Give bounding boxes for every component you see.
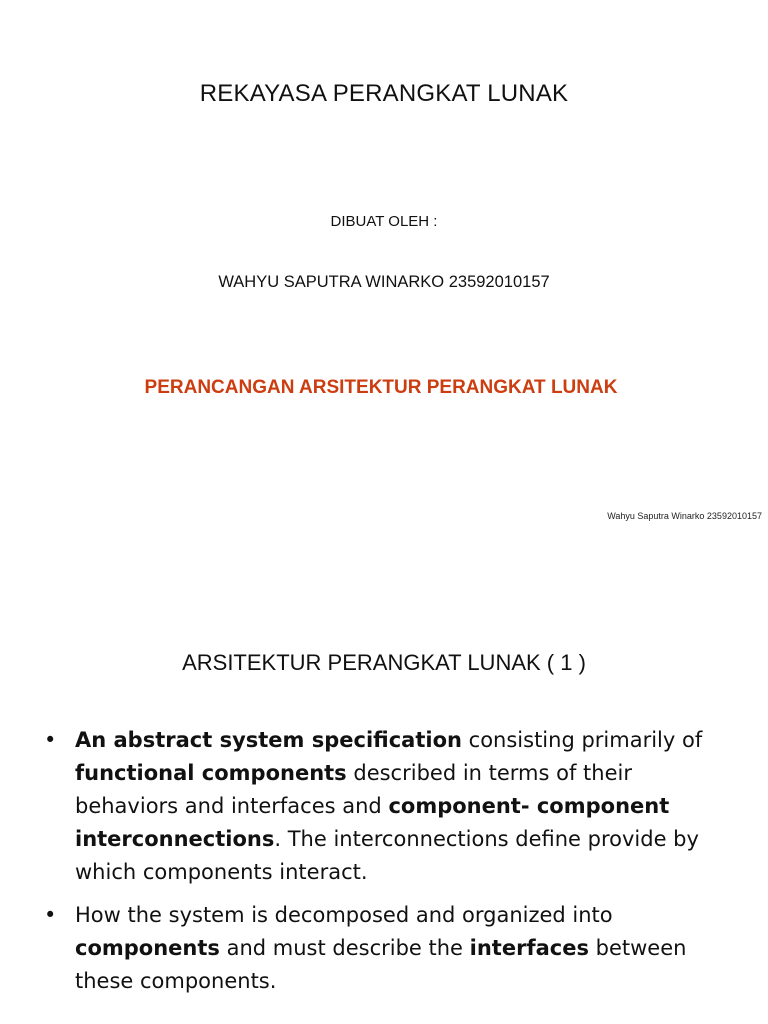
body-text: between these components. xyxy=(75,936,687,993)
bullet-icon: • xyxy=(44,728,57,752)
body-text: consisting primarily of xyxy=(461,728,703,752)
presentation-title: REKAYASA PERANGKAT LUNAK xyxy=(199,80,569,107)
bold-text: functional components xyxy=(75,761,347,785)
presentation-subtitle: PERANCANGAN ARSITEKTUR PERANGKAT LUNAK xyxy=(144,377,618,398)
bullet-item xyxy=(44,724,720,889)
bold-text: components xyxy=(75,936,220,960)
bullet-item xyxy=(44,899,720,998)
made-by-label: DIBUAT OLEH : xyxy=(330,213,438,230)
bold-text: An abstract system specification xyxy=(75,728,462,752)
author-line: WAHYU SAPUTRA WINARKO 23592010157 xyxy=(218,273,550,291)
bold-text: component- component interconnections xyxy=(75,794,670,851)
slide-heading: ARSITEKTUR PERANGKAT LUNAK ( 1 ) xyxy=(182,650,586,675)
body-text: . The interconnections define provide by which components interact. xyxy=(75,827,699,884)
bullet-list xyxy=(44,724,720,1008)
slide-architecture xyxy=(0,604,768,1024)
body-text: How the system is decomposed and organized into xyxy=(75,903,613,927)
slide-footer: Wahyu Saputra Winarko 23592010157 xyxy=(607,511,762,521)
body-text: and must describe the xyxy=(219,936,470,960)
bold-text: interfaces xyxy=(469,936,589,960)
body-text: described in terms of their behaviors and interfaces and xyxy=(75,761,632,818)
bullet-icon: • xyxy=(44,903,57,927)
